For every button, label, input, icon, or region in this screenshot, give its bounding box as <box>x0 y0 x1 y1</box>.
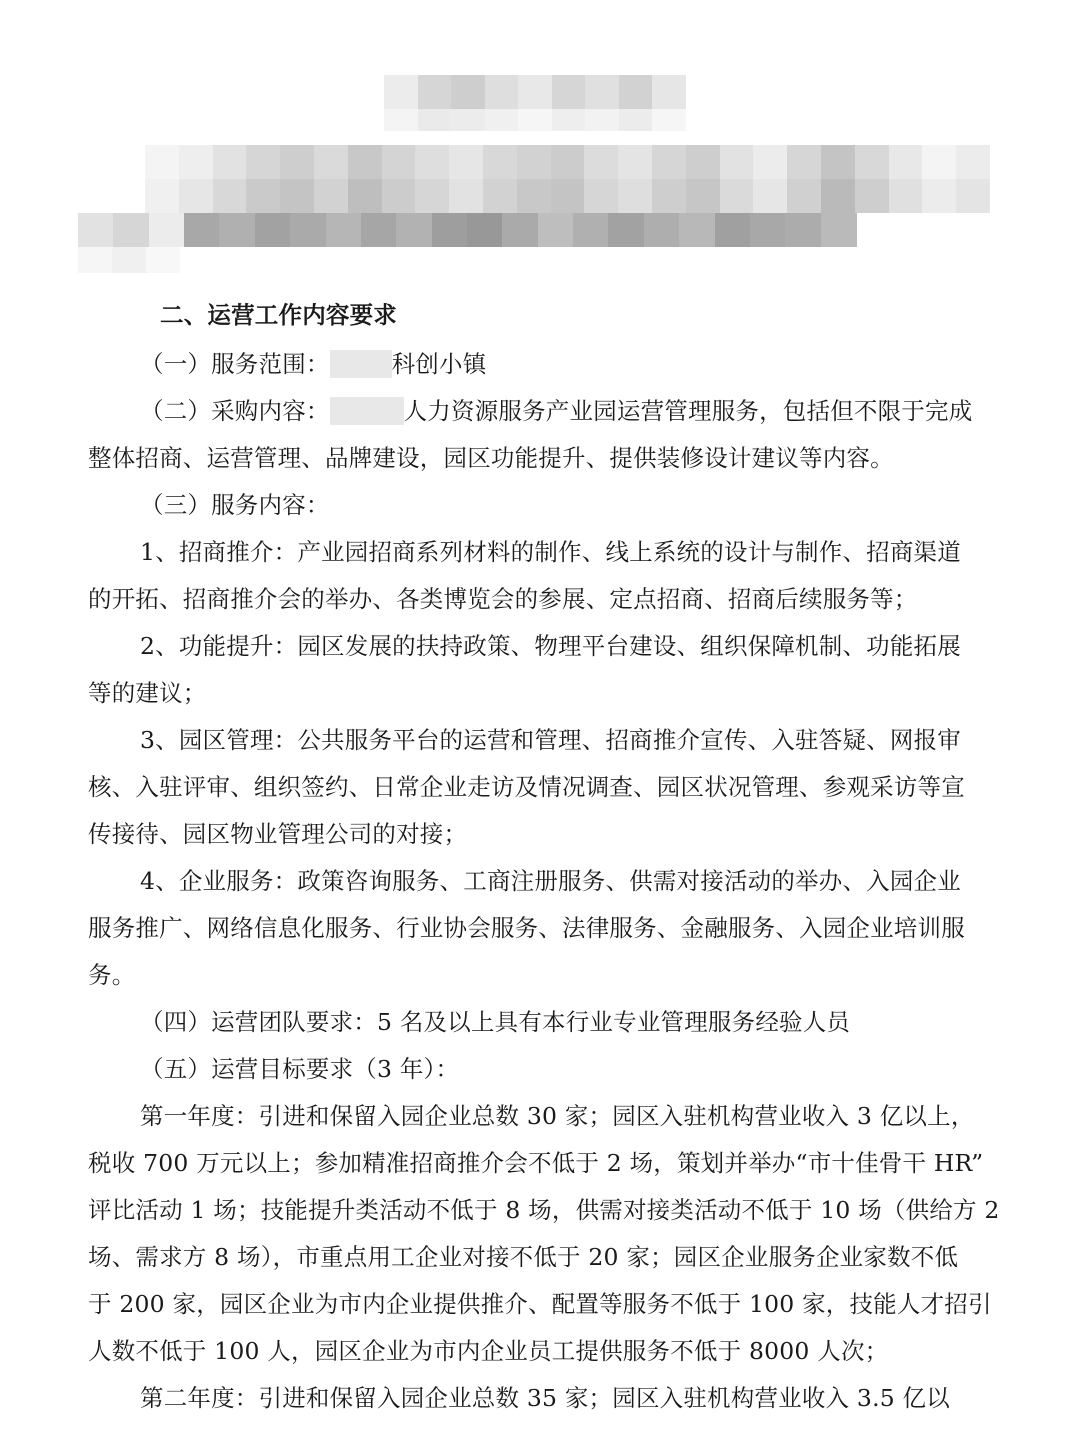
mosaic-tile <box>652 179 686 213</box>
mosaic-tile <box>686 145 720 179</box>
text-line: 1、招商推介：产业园招商系列材料的制作、线上系统的设计与制作、招商渠道 <box>140 538 961 566</box>
mosaic-tile <box>78 247 112 273</box>
redacted-block <box>330 397 404 425</box>
mosaic-tile <box>246 145 280 179</box>
mosaic-tile <box>502 213 538 247</box>
mosaic-tile <box>145 145 179 179</box>
mosaic-tile <box>922 179 956 213</box>
text-line: 税收 700 万元以上；参加精准招商推介会不低于 2 场，策划并举办“市十佳骨干 HR” <box>88 1149 984 1177</box>
mosaic-tile <box>584 145 618 179</box>
text-line: （三）服务内容： <box>140 491 330 519</box>
mosaic-tile <box>787 179 821 213</box>
mosaic-tile <box>348 179 382 213</box>
mosaic-tile <box>652 145 686 179</box>
text-line: 核、入驻评审、组织签约、日常企业走访及情况调查、园区状况管理、参观采访等宣 <box>88 773 965 801</box>
mosaic-tile <box>149 213 185 247</box>
mosaic-tile <box>573 213 609 247</box>
mosaic-tile <box>246 179 280 213</box>
text-line: 整体招商、运营管理、品牌建设，园区功能提升、提供装修设计建议等内容。 <box>88 444 894 472</box>
mosaic-tile <box>418 75 452 109</box>
paragraph-suffix: 科创小镇 <box>391 350 487 378</box>
mosaic-tile <box>255 213 291 247</box>
text-line: （四）运营团队要求：5 名及以上具有本行业专业管理服务经验人员 <box>140 1008 851 1036</box>
mosaic-tile <box>467 213 503 247</box>
redacted-title-mosaic <box>0 0 1080 290</box>
text-line: 3、园区管理：公共服务平台的运营和管理、招商推介宣传、入驻答疑、网报审 <box>140 726 961 754</box>
mosaic-tile <box>618 145 652 179</box>
text-line: （五）运营目标要求（3 年）： <box>140 1055 460 1083</box>
mosaic-tile <box>551 179 585 213</box>
mosaic-tile <box>552 75 586 109</box>
mosaic-tile <box>113 213 149 247</box>
mosaic-tile <box>785 213 821 247</box>
mosaic-tile <box>483 179 517 213</box>
mosaic-tile <box>280 145 314 179</box>
mosaic-tile <box>518 109 552 131</box>
mosaic-tile <box>652 109 686 131</box>
mosaic-tile <box>361 213 397 247</box>
text-line: 务。 <box>88 961 136 989</box>
section-heading: 二、运营工作内容要求 <box>160 301 397 329</box>
text-line: 4、企业服务：政策咨询服务、工商注册服务、供需对接活动的举办、入园企业 <box>140 867 961 895</box>
mosaic-tile <box>415 179 449 213</box>
paragraph-service-scope <box>140 349 486 379</box>
mosaic-tile <box>753 145 787 179</box>
mosaic-tile <box>384 109 418 131</box>
mosaic-tile <box>396 213 432 247</box>
mosaic-tile <box>382 179 416 213</box>
mosaic-tile <box>720 145 754 179</box>
mosaic-tile <box>219 213 255 247</box>
redacted-block <box>330 350 392 378</box>
mosaic-tile <box>179 145 213 179</box>
mosaic-tile <box>585 75 619 109</box>
mosaic-tile <box>485 75 519 109</box>
mosaic-tile <box>855 179 889 213</box>
mosaic-tile <box>280 179 314 213</box>
mosaic-tile <box>451 75 485 109</box>
mosaic-tile <box>213 145 247 179</box>
mosaic-tile <box>720 179 754 213</box>
mosaic-tile <box>348 145 382 179</box>
mosaic-tile <box>889 145 923 179</box>
mosaic-tile <box>78 213 114 247</box>
mosaic-tile <box>750 213 786 247</box>
mosaic-tile <box>619 75 653 109</box>
mosaic-tile <box>585 109 619 131</box>
mosaic-tile <box>821 145 855 179</box>
mosaic-tile <box>314 145 348 179</box>
mosaic-tile <box>449 145 483 179</box>
mosaic-tile <box>213 179 247 213</box>
mosaic-tile <box>517 145 551 179</box>
text-line: 传接待、园区物业管理公司的对接； <box>88 820 468 848</box>
text-line: 2、功能提升：园区发展的扶持政策、物理平台建设、组织保障机制、功能拓展 <box>140 632 961 660</box>
mosaic-tile <box>290 213 326 247</box>
mosaic-tile <box>652 75 686 109</box>
mosaic-tile <box>956 179 990 213</box>
text-line: 服务推广、网络信息化服务、行业协会服务、法律服务、金融服务、入园企业培训服 <box>88 914 965 942</box>
mosaic-tile <box>956 145 990 179</box>
mosaic-tile <box>184 213 220 247</box>
mosaic-tile <box>384 75 418 109</box>
mosaic-tile <box>451 109 485 131</box>
mosaic-tile <box>644 213 680 247</box>
mosaic-tile <box>686 179 720 213</box>
mosaic-tile <box>787 145 821 179</box>
text-line: 场、需求方 8 场），市重点用工企业对接不低于 20 家；园区企业服务企业家数不低 <box>88 1243 959 1271</box>
mosaic-tile <box>821 213 857 247</box>
mosaic-tile <box>922 145 956 179</box>
mosaic-tile <box>821 179 855 213</box>
mosaic-tile <box>449 179 483 213</box>
mosaic-tile <box>889 179 923 213</box>
mosaic-tile <box>382 145 416 179</box>
mosaic-tile <box>618 179 652 213</box>
mosaic-tile <box>145 179 179 213</box>
paragraph-suffix: 人力资源服务产业园运营管理服务，包括但不限于完成 <box>403 397 973 425</box>
text-line: 的开拓、招商推介会的举办、各类博览会的参展、定点招商、招商后续服务等； <box>88 585 918 613</box>
mosaic-tile <box>552 109 586 131</box>
mosaic-tile <box>517 179 551 213</box>
mosaic-tile <box>483 145 517 179</box>
mosaic-tile <box>679 213 715 247</box>
mosaic-tile <box>179 179 213 213</box>
text-line: 第二年度：引进和保留入园企业总数 35 家；园区入驻机构营业收入 3.5 亿以 <box>140 1384 950 1412</box>
mosaic-tile <box>418 109 452 131</box>
mosaic-tile <box>753 179 787 213</box>
text-line: 人数不低于 100 人，园区企业为市内企业员工提供服务不低于 8000 人次； <box>88 1337 889 1365</box>
text-line: 第一年度：引进和保留入园企业总数 30 家；园区入驻机构营业收入 3 亿以上， <box>140 1102 975 1130</box>
mosaic-tile <box>432 213 468 247</box>
mosaic-tile <box>855 145 889 179</box>
mosaic-tile <box>415 145 449 179</box>
text-line: 于 200 家，园区企业为市内企业提供推介、配置等服务不低于 100 家，技能人才招引 <box>88 1290 992 1318</box>
mosaic-tile <box>715 213 751 247</box>
mosaic-tile <box>619 109 653 131</box>
paragraph-procurement <box>140 396 972 426</box>
mosaic-tile <box>112 247 146 273</box>
mosaic-tile <box>551 145 585 179</box>
text-line: 评比活动 1 场；技能提升类活动不低于 8 场，供需对接类活动不低于 10 场（供给方 2 <box>88 1196 1000 1224</box>
mosaic-tile <box>485 109 519 131</box>
text-line: 等的建议； <box>88 679 207 707</box>
mosaic-tile <box>518 75 552 109</box>
mosaic-tile <box>326 213 362 247</box>
paragraph-prefix: （一）服务范围： <box>140 350 330 378</box>
mosaic-tile <box>584 179 618 213</box>
paragraph-prefix: （二）采购内容： <box>140 397 330 425</box>
mosaic-tile <box>314 179 348 213</box>
mosaic-tile <box>608 213 644 247</box>
mosaic-tile <box>146 247 180 273</box>
mosaic-tile <box>538 213 574 247</box>
